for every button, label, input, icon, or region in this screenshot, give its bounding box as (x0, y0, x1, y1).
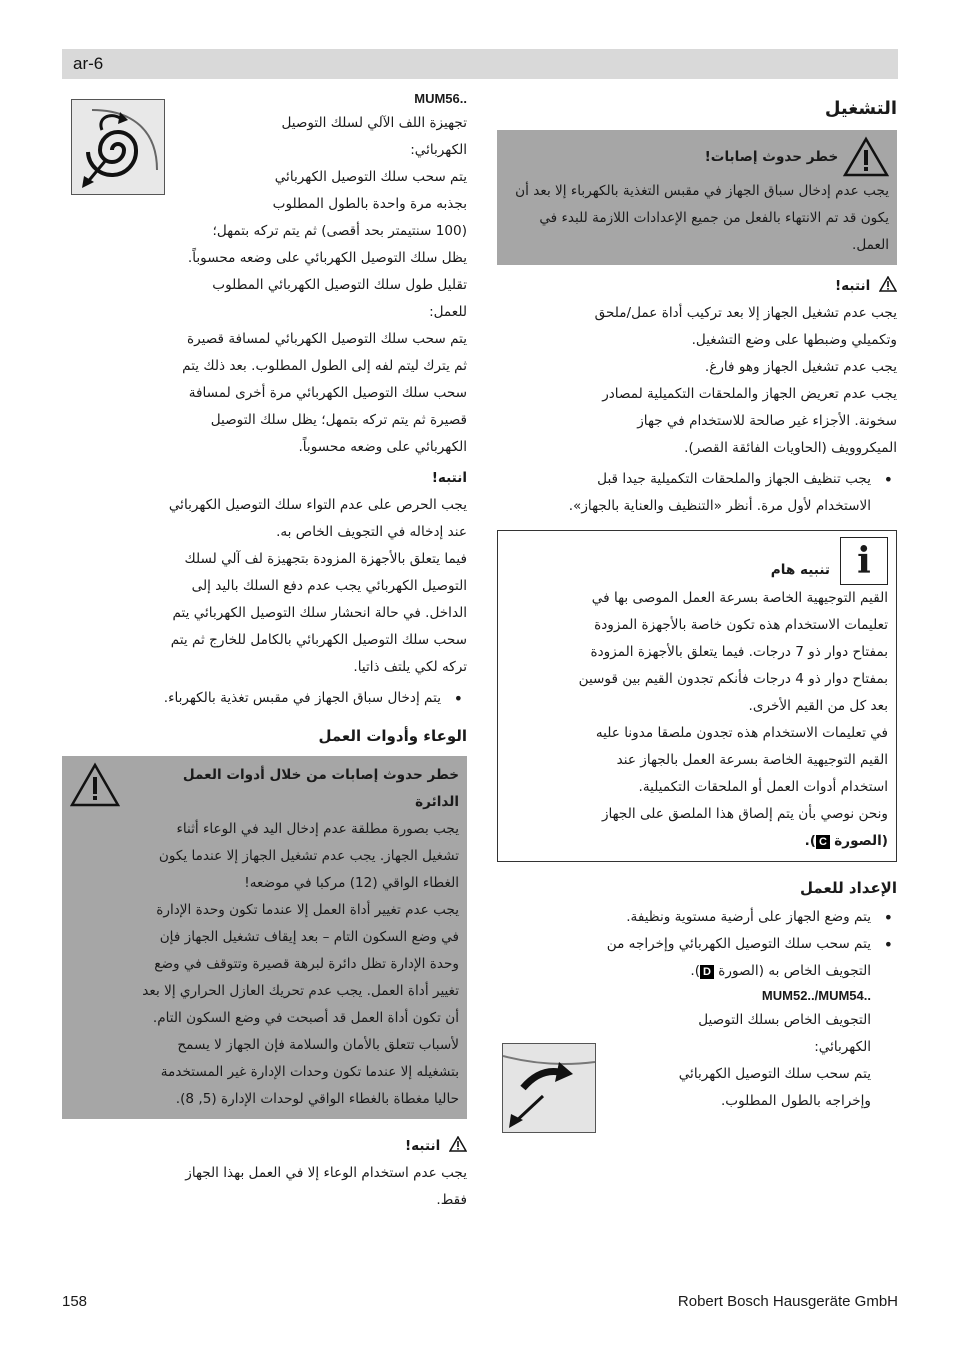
info-line: القيم التوجيهية الخاصة بسرعة العمل بالجهاز عند (616, 752, 888, 768)
attention-line: عند إدخاله في التجويف الخاص به. (276, 524, 467, 540)
warning-line: لأسباب تتعلق بالأمان والسلامة فإن الجهاز لا يسمح (177, 1037, 459, 1053)
attention-line: يجب عدم تشغيل الجهاز إلا بعد تركيب أداة عمل/ملحق (594, 305, 897, 321)
info-line: القيم التوجيهية الخاصة بسرعة العمل الموصى بها في (591, 590, 888, 606)
section-title-operation: التشغيل (824, 98, 897, 119)
attention-line: يجب عدم استخدام الوعاء إلا في العمل بهذا الجهاز (185, 1165, 467, 1181)
model-line: يتم سحب سلك التوصيل الكهربائي لمسافة قصيرة (187, 331, 467, 347)
attention-line: سحب سلك التوصيل الكهربائي بالكامل للخارج ثم يتم (170, 632, 467, 648)
model-line: وإخراجه بالطول المطلوب. (720, 1093, 871, 1109)
attention-line: يجب الحرص على عدم التواء سلك التوصيل الكهربائي (168, 497, 467, 513)
model-line: سحب سلك التوصيل الكهربائي مرة أخرى لمسافة (188, 385, 467, 401)
model-line: تجهيزة اللف الآلي لسلك التوصيل (281, 115, 467, 131)
bullet-list-preparation (497, 904, 897, 985)
right-column (497, 88, 897, 1115)
attention-line: يجب عدم تعريض الجهاز والملحقات التكميلية لمصادر (602, 386, 897, 402)
warning-line: بتشغيله إلا عندما تكون وحدات الإدارة غير المستخدمة (160, 1064, 459, 1080)
model-line: الكهربائي على وضعه محسوباً. (298, 439, 467, 455)
model-line: يظل سلك التوصيل الكهربائي على وضعه محسوباً. (187, 250, 467, 266)
bullet-list-plug (62, 685, 467, 712)
warning-line: الغطاء الواقي (12) مركبا في موضعه! (244, 875, 459, 891)
header-bar (62, 49, 898, 79)
list-item: • يجب تنظيف الجهاز والملحقات التكميلية جيدا قبل الاستخدام لأول مرة. أنظر «التنظيف والعناية بالجهاز». (497, 466, 897, 520)
info-icon: i (840, 537, 888, 585)
model-block-mum52 (497, 985, 897, 1115)
section-title-bowl-tools: الوعاء وأدوات العمل (318, 727, 467, 745)
warning-text: يجب عدم إدخال سباق الجهاز في مقبس التغذية بالكهرباء إلا بعد أن يكون قد تم الانتهاء بالفعل من جميع الإعدادات اللازمة للبدء في العمل. (515, 183, 889, 253)
left-column (62, 88, 467, 1214)
info-line: بعد كل من القيم الأخرى. (748, 698, 888, 714)
attention-line: سخونة. الأجزاء غير صالحة للاستخدام في جهاز (637, 413, 897, 429)
warning-line: حاليا مغطاة بالغطاء الواقي لوحدات الإدارة (5, 8). (175, 1091, 459, 1107)
bullet-list-cleaning (497, 466, 897, 520)
model-line: يتم سحب سلك التوصيل الكهربائي (274, 169, 467, 185)
info-line: (الصورة C). (804, 833, 888, 849)
warning-line: في وضع السكون التام – بعد إيقاف تشغيل الجهاز فإن (159, 929, 459, 945)
list-item: • يتم وضع الجهاز على أرضية مستوية ونظيفة. (497, 904, 897, 931)
warning-line: أن تكون أداة العمل قد أصبحت في وضع السكون التام. (152, 1010, 459, 1026)
warning-triangle-icon (70, 762, 120, 808)
model-line: بجذبه مرة واحدة بالطول المطلوب (272, 196, 467, 212)
attention-line: فقط. (436, 1192, 467, 1208)
section-title-preparation: الإعداد للعمل (800, 879, 897, 897)
info-line: بمفتاح دوار ذو 7 درجات. فيما يتعلق بالأجهزة المزودة (590, 644, 888, 660)
attention-line: الداخل. في حالة انحشار سلك التوصيل الكهربائي يتم (172, 605, 467, 621)
info-line: استخدام أدوات العمل أو الملحقات التكميلية. (638, 779, 888, 795)
info-line: بمفتاح دوار ذو 4 درجات فأنكم تجدون القيم بين قوسين (578, 671, 888, 687)
model-label: MUM52../MUM54.. (761, 988, 871, 1003)
attention-line: الميكروويف (الحاويات الفائقة القصر). (684, 440, 897, 456)
warning-box-injury (497, 130, 897, 265)
figure-ref-badge: D (700, 965, 714, 979)
attention-label: انتبه! (431, 470, 467, 486)
warning-line: يجب عدم تغيير أداة العمل إلا عندما تكون وحدة الإدارة (156, 902, 459, 918)
model-line: التجويف الخاص بسلك التوصيل (698, 1012, 871, 1028)
warning-line: تغيير أداة العمل. يجب عدم تحريك العازل الحراري إلا بعد (142, 983, 459, 999)
model-line: الكهربائي: (410, 142, 467, 158)
attention-triangle-icon (449, 1136, 467, 1152)
model-line: قصيرة ثم يتم تركه بتمهل؛ يظل سلك التوصيل (210, 412, 467, 428)
page-number: 158 (62, 1293, 88, 1310)
info-line: في تعليمات الاستخدام هذه تجدون ملصقا مدونا عليه (595, 725, 888, 741)
attention-line: يجب عدم تشغيل الجهاز وهو فارغ. (704, 359, 897, 375)
info-line: ونحن نوصي بأن يتم إلصاق هذا الملصق على الجهاز (601, 806, 888, 822)
info-line: تعليمات الاستخدام هذه تكون خاصة بالأجهزة المزودة (594, 617, 888, 633)
attention-line: تركه لكي يلتف ذاتيا. (353, 659, 467, 675)
model-label: MUM56.. (414, 91, 467, 106)
company-name: Robert Bosch Hausgeräte GmbH (677, 1293, 898, 1310)
info-box (497, 530, 897, 862)
attention-label: انتبه! (497, 273, 897, 300)
figure-ref-badge: C (816, 835, 830, 849)
model-block-mum56 (62, 88, 467, 461)
info-title: تنبيه هام (770, 561, 830, 578)
warning-line: تشغيل الجهاز. يجب عدم تشغيل الجهاز إلا عندما يكون (158, 848, 459, 864)
model-line: (100 سنتيمتر بحد أقصى) ثم يتم تركه بتمهل؛ (212, 223, 467, 239)
model-line: الكهربائي: (814, 1039, 871, 1055)
list-item: • يتم سحب سلك التوصيل الكهربائي وإخراجه من التجويف الخاص به (الصورة D). (497, 931, 897, 985)
model-line: يتم سحب سلك التوصيل الكهربائي (678, 1066, 871, 1082)
attention-line: فيما يتعلق بالأجهزة المزودة بتجهيزة لف آلي لسلك (184, 551, 467, 567)
model-line: تقليل طول سلك التوصيل الكهربائي المطلوب للعمل: (212, 277, 467, 320)
warning-box-rotating-tools (62, 756, 467, 1119)
attention-line: التوصيل الكهربائي يجب عدم دفع السلك باليد إلى (191, 578, 467, 594)
warning-title: خطر حدوث إصابات من خلال أدوات العمل الدائرة (70, 762, 459, 816)
page-code: ar-6 (73, 54, 104, 73)
list-item: • يتم إدخال سباق الجهاز في مقبس تغذية بالكهرباء. (62, 685, 467, 712)
warning-line: يجب بصورة مطلقة عدم إدخال اليد في الوعاء أثناء (176, 821, 459, 837)
warning-title: خطر حدوث إصابات! (505, 136, 889, 178)
attention-line: وتكميلي وضبطها على وضع التشغيل. (691, 332, 897, 348)
info-header (506, 537, 888, 585)
warning-line: وحدة الإدارة تظل دائرة لبرهة قصيرة وتتوقف في وضع (154, 956, 459, 972)
model-line: ثم يترك ليتم لفه إلى الطول المطلوب. بعد ذلك يتم (182, 358, 467, 374)
warning-triangle-icon (843, 136, 889, 178)
attention-triangle-icon (879, 276, 897, 292)
attention-label: انتبه! (62, 1133, 467, 1160)
